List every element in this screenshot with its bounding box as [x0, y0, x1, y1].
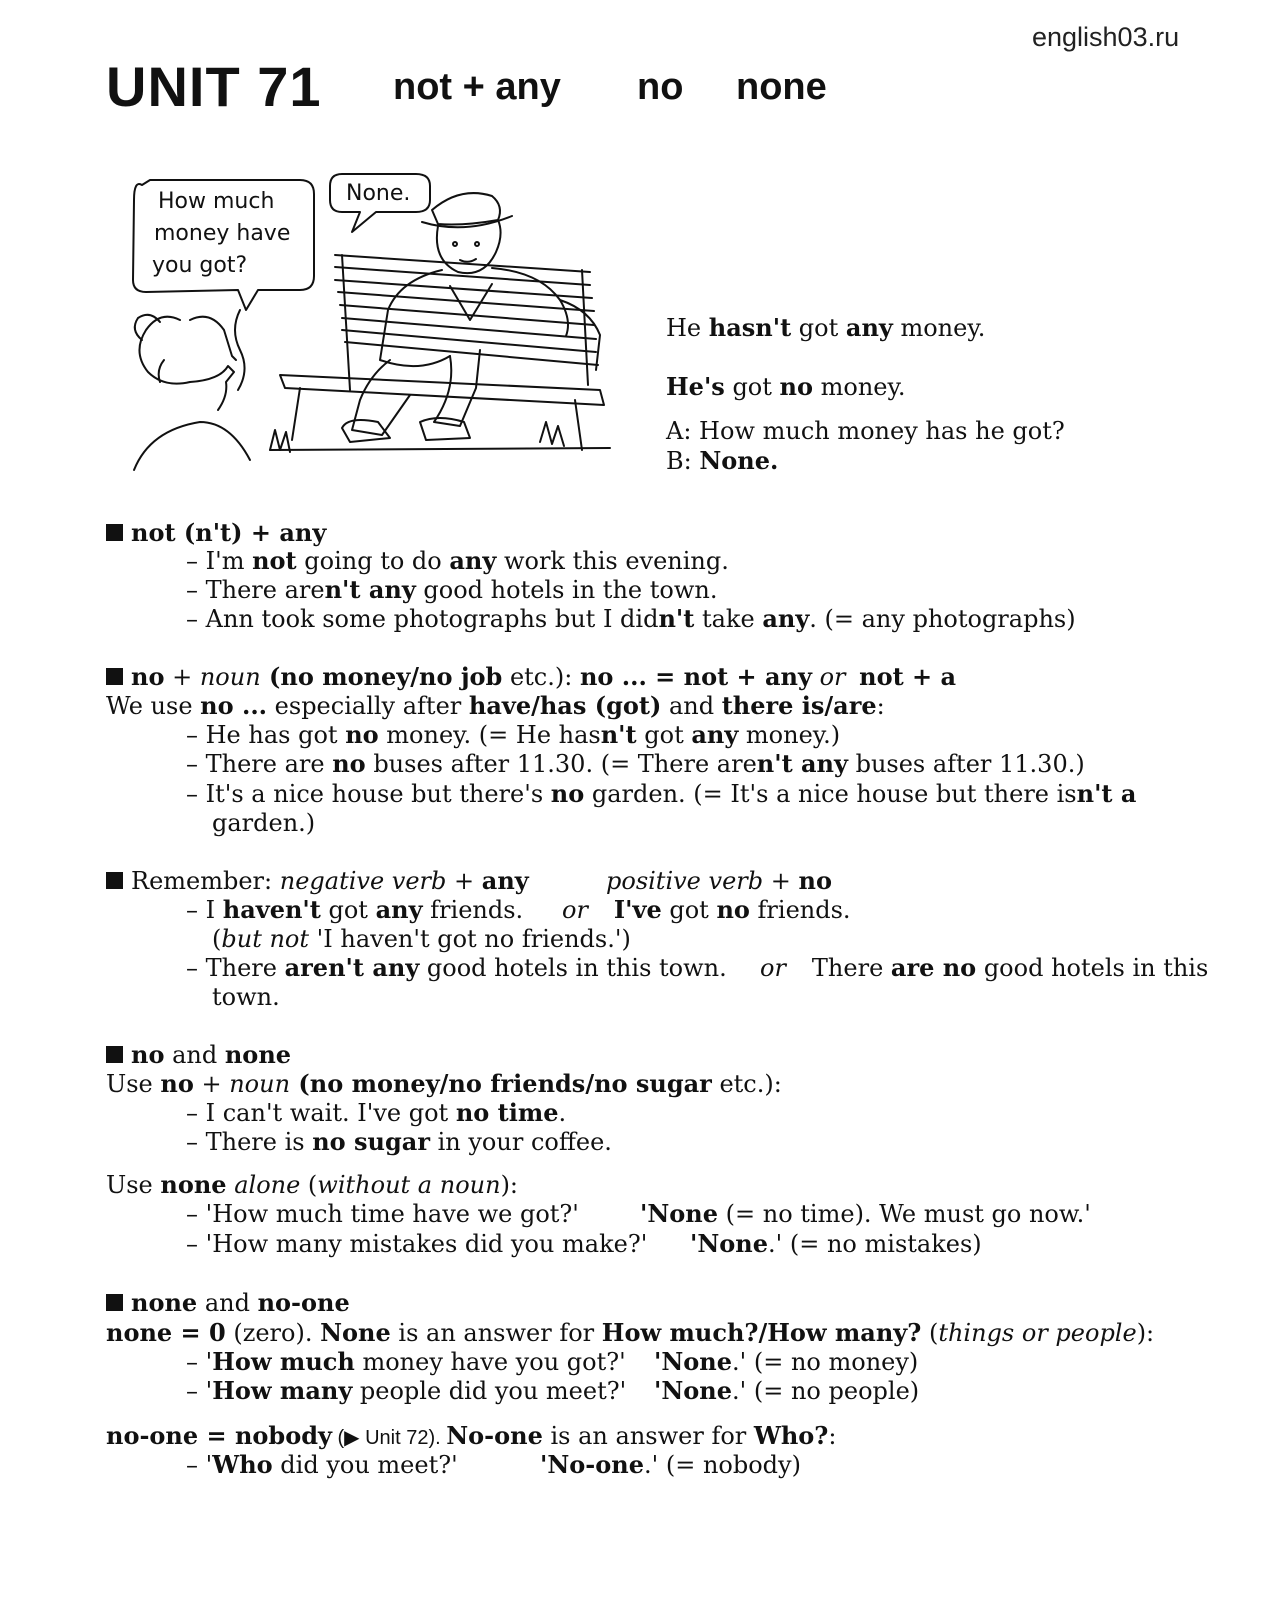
section-5-paragraph-1: none = 0 (zero). None is an answer for How much?/How many? (things or people):	[106, 1318, 1155, 1347]
section-5-example-1-answer: 'None.' (= no money)	[654, 1347, 919, 1376]
headline-1: not + any	[393, 66, 561, 108]
section-3-example-2-right: or There are no good hotels in this	[760, 953, 1209, 982]
section-3-example-1-right: or I've got no friends.	[562, 895, 851, 924]
section-4-example-4: – 'How many mistakes did you make?'	[186, 1230, 648, 1258]
intro-line-3: A: How much money has he got?	[666, 417, 1065, 445]
section-4-example-4-answer: 'None.' (= no mistakes)	[690, 1229, 982, 1258]
section-3-example-2-cont: town.	[212, 983, 280, 1011]
section-1-example-1: – I'm not going to do any work this evening.	[186, 546, 729, 575]
section-1-example-3: – Ann took some photographs but I didn't take any. (= any photographs)	[186, 604, 1076, 633]
unit-title: UNIT 71	[106, 55, 322, 118]
section-3-example-1-note: (but not 'I haven't got no friends.')	[212, 925, 631, 953]
section-4-example-3-answer: 'None (= no time). We must go now.'	[640, 1199, 1091, 1228]
cartoon-illustration	[120, 160, 620, 490]
section-5-heading: none and no-one	[106, 1288, 350, 1318]
section-5-paragraph-2: no-one = nobody (▶ Unit 72). No-one is an answer for Who?:	[106, 1421, 837, 1450]
bubble-right-text: None.	[346, 181, 411, 206]
site-label: english03.ru	[1032, 22, 1180, 52]
bubble-left-line1: How much	[158, 189, 275, 214]
section-2-example-3: – It's a nice house but there's no garden. (= It's a nice house but there isn't a	[186, 779, 1137, 808]
section-2-example-3-cont: garden.)	[212, 809, 316, 837]
section-3-heading-right: positive verb + no	[606, 866, 832, 895]
section-2-example-2: – There are no buses after 11.30. (= There aren't any buses after 11.30.)	[186, 749, 1085, 778]
section-4-example-2: – There is no sugar in your coffee.	[186, 1127, 612, 1156]
section-3-example-1: – I haven't got any friends.	[186, 895, 524, 924]
section-4-paragraph-1: Use no + noun (no money/no friends/no sugar etc.):	[106, 1069, 782, 1098]
section-5-example-3: – 'Who did you meet?'	[186, 1450, 458, 1479]
section-3-example-2: – There aren't any good hotels in this town.	[186, 953, 727, 982]
section-5-example-2: – 'How many people did you meet?'	[186, 1376, 627, 1405]
section-1-heading: not (n't) + any	[106, 518, 326, 548]
intro-line-1: He hasn't got any money.	[666, 313, 986, 342]
bubble-left-line3: you got?	[152, 253, 248, 278]
section-2-heading: no + noun (no money/no job etc.): no ... = not + any or not + a	[106, 662, 956, 692]
headline-3: none	[736, 66, 827, 108]
bubble-left-line2: money have	[154, 221, 291, 246]
section-4-heading: no and none	[106, 1040, 291, 1070]
section-3-heading: Remember: negative verb + any	[106, 866, 529, 896]
section-5-example-3-answer: 'No-one.' (= nobody)	[540, 1450, 801, 1479]
section-5-example-1: – 'How much money have you got?'	[186, 1347, 626, 1376]
intro-line-4: B: None.	[666, 446, 779, 475]
section-2-paragraph: We use no ... especially after have/has (got) and there is/are:	[106, 691, 885, 720]
intro-line-2: He's got no money.	[666, 372, 906, 401]
section-4-example-1: – I can't wait. I've got no time.	[186, 1098, 567, 1127]
section-4-paragraph-2: Use none alone (without a noun):	[106, 1170, 519, 1199]
section-5-example-2-answer: 'None.' (= no people)	[654, 1376, 920, 1405]
headline-2: no	[637, 66, 684, 108]
section-2-example-1: – He has got no money. (= He hasn't got any money.)	[186, 720, 841, 749]
section-4-example-3: – 'How much time have we got?'	[186, 1200, 579, 1228]
section-1-example-2: – There aren't any good hotels in the town.	[186, 575, 718, 604]
